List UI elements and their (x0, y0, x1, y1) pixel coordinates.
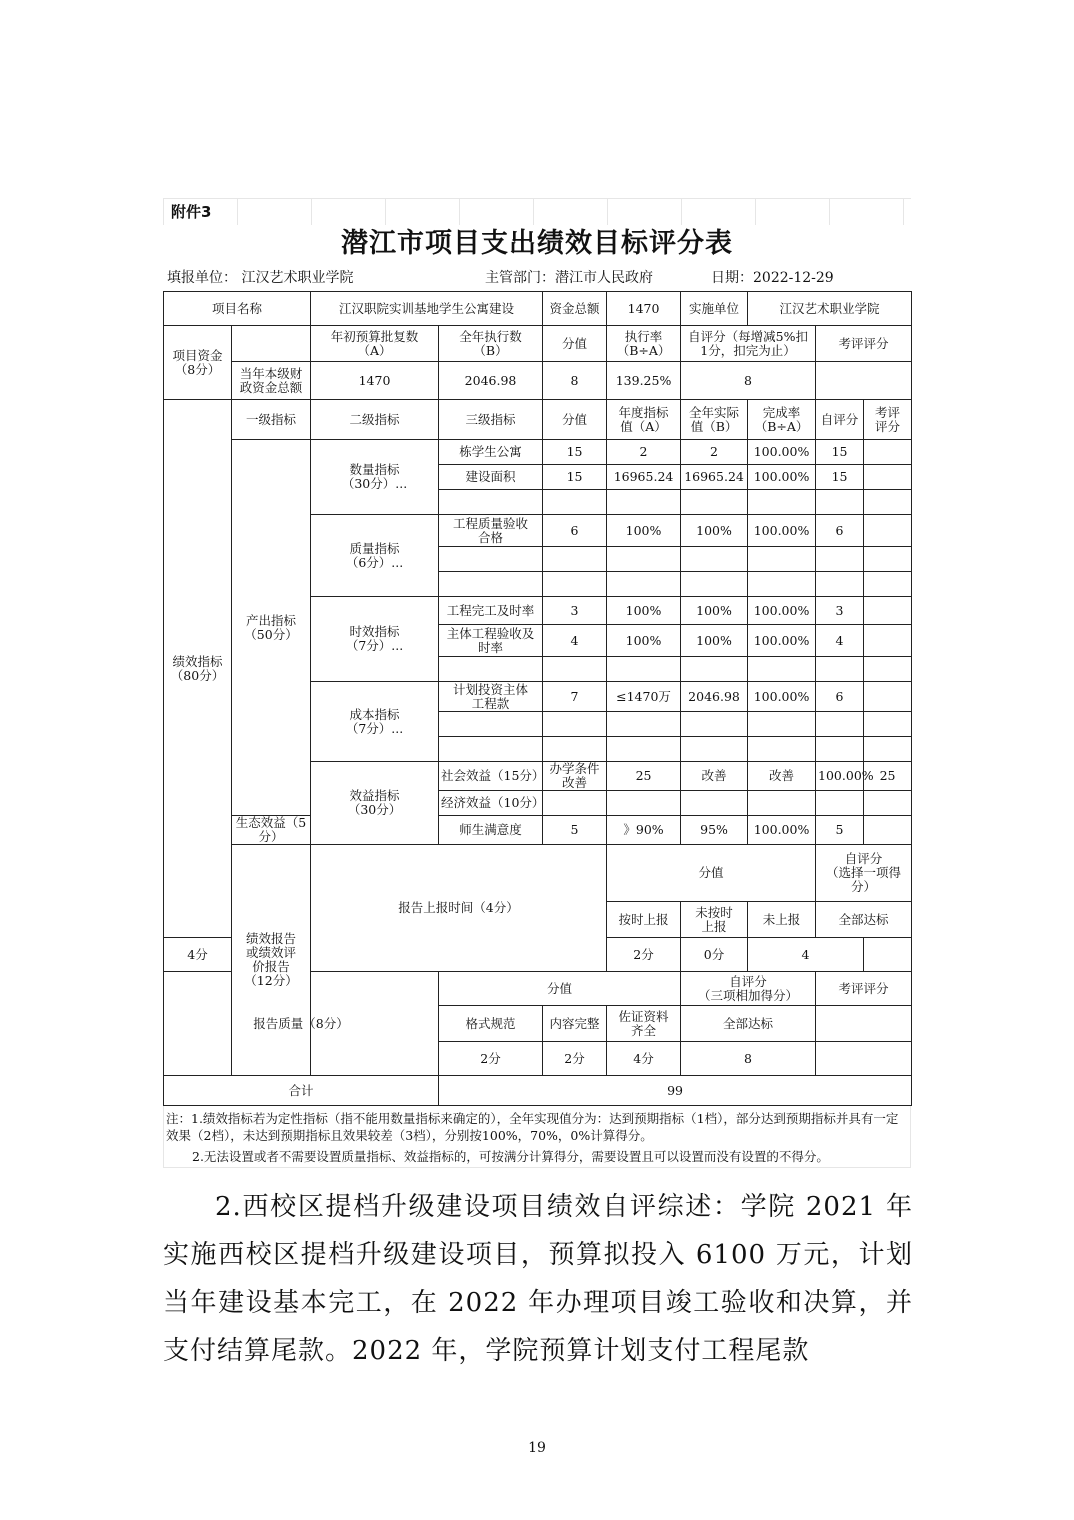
row-actual: 改善 (748, 762, 816, 791)
page-title: 潜江市项目支出绩效目标评分表 (341, 228, 733, 259)
funds-budget: 1470 (311, 362, 439, 400)
funds-eval (816, 362, 912, 400)
row-score: 15 (543, 465, 607, 490)
target-header: 年度指标 值（A） (607, 400, 681, 440)
fill-date: 日期：2022-12-29 (711, 270, 834, 286)
table-row (164, 440, 912, 465)
report-time-self-header: 自评分 （选择一项得分） (816, 845, 912, 902)
row-level3: 办学条件改善 (543, 762, 607, 791)
level1-header: 一级指标 (232, 400, 311, 440)
impl-unit-label: 实施单位 (681, 292, 748, 326)
score-sheet (163, 198, 911, 1168)
row-target: 100% (607, 515, 681, 547)
quality-self-value: 8 (681, 1042, 816, 1076)
self-score-header: 自评分 (816, 400, 864, 440)
output-indicator-label: 产出指标 （50分） (232, 440, 311, 816)
funds-rate: 139.25% (607, 362, 681, 400)
row-self-score: 6 (816, 682, 864, 712)
table-row (164, 816, 912, 845)
row-completion: 100.00% (748, 515, 816, 547)
level3-header: 三级指标 (439, 400, 543, 440)
row-completion: 100.00% (748, 625, 816, 657)
row-actual: 100% (681, 625, 748, 657)
eval-score-header: 考评 评分 (864, 400, 912, 440)
row-completion: 100.00% (816, 762, 864, 791)
impl-unit-value: 江汉艺术职业学院 (748, 292, 912, 326)
row-score: 15 (543, 440, 607, 465)
row-eval-score (864, 465, 912, 490)
row-score: 5 (543, 816, 607, 845)
row-target: 2 (607, 440, 681, 465)
row-actual: 100% (681, 515, 748, 547)
fund-total-value: 1470 (607, 292, 681, 326)
row-target: 16965.24 (607, 465, 681, 490)
row-completion: 100.00% (748, 440, 816, 465)
funds-header-blank (232, 326, 311, 362)
row-score: 6 (543, 515, 607, 547)
row-level3: 计划投资主体 工程款 (439, 682, 543, 712)
quality-value: 4分 (607, 1042, 681, 1076)
row-level3: 栋学生公寓 (439, 440, 543, 465)
row-eval-score (864, 816, 912, 845)
row-completion: 100.00% (748, 816, 816, 845)
fill-unit: 填报单位： 江汉艺术职业学院 (167, 270, 354, 286)
row-score: 7 (543, 682, 607, 712)
row-eval-score (864, 682, 912, 712)
paragraph-text: 2.西校区提档升级建设项目绩效自评综述：学院 2021 年实施西校区提档升级建设项目，预算拟投入 6100 万元，计划当年建设基本完工，在 2022 年办理项目竣工验收和决算，并支付结算尾款。2022 年，学院预算计划支付工程尾款 (163, 1192, 913, 1366)
funds-header-row (164, 326, 912, 362)
social-benefit-label: 社会效益（15分） (439, 762, 543, 791)
row-target: 100% (607, 597, 681, 625)
funds-value-row (164, 362, 912, 400)
timely-indicator-label: 时效指标 （7分）... (311, 597, 439, 682)
row-self-score: 15 (816, 440, 864, 465)
page-number: 19 (528, 1440, 546, 1456)
time-value: 4分 (164, 938, 232, 972)
report-time-header-row (164, 845, 912, 902)
row-level3: 主体工程验收及 时率 (439, 625, 543, 657)
total-value: 99 (439, 1076, 912, 1106)
score-header: 分值 (543, 400, 607, 440)
row-self-score: 4 (816, 625, 864, 657)
row-actual: 16965.24 (681, 465, 748, 490)
funds-eval-header: 考评评分 (816, 326, 912, 362)
report-quality-eval-header: 考评评分 (816, 972, 912, 1006)
row-level3: 建设面积 (439, 465, 543, 490)
completion-header: 完成率 （B÷A） (748, 400, 816, 440)
time-value: 0分 (681, 938, 748, 972)
row-target: 100% (607, 625, 681, 657)
row-target: 》90% (607, 816, 681, 845)
funds-exec: 2046.98 (439, 362, 543, 400)
attachment-label: 附件3 (163, 198, 911, 225)
report-section-label: 绩效报告 或绩效评 价报告 （12分） (232, 845, 311, 1076)
benefit-indicator-label: 效益指标 （30分） (311, 762, 439, 845)
indicators-section-label: 绩效指标 （80分） (164, 400, 232, 938)
note-1: 注：1.绩效指标若为定性指标（指不能用数量指标来确定的），全年实现值分为：达到预期指标（1档），部分达到预期指标并具有一定效果（2档），未达到预期指标且效果较差（3档），分别按100%，70%，0%计算得分。 (166, 1111, 899, 1143)
ecology-benefit-label: 生态效益（5分） (232, 816, 311, 845)
quality-all-label: 全部达标 (681, 1006, 816, 1042)
row-actual: 95% (681, 816, 748, 845)
row-target: ≤1470万 (607, 682, 681, 712)
row-eval-score (864, 515, 912, 547)
row-score: 3 (543, 597, 607, 625)
row-self-score: 5 (816, 816, 864, 845)
funds-score: 8 (543, 362, 607, 400)
total-row (164, 1076, 912, 1106)
row-level3: 师生满意度 (439, 816, 543, 845)
funds-budget-header: 年初预算批复数 （A） (311, 326, 439, 362)
report-time-label: 报告上报时间（4分） (311, 845, 607, 972)
row-self-score: 6 (816, 515, 864, 547)
row-self-score: 15 (816, 465, 864, 490)
time-option: 未按时 上报 (681, 902, 748, 938)
row-self-score: 3 (816, 597, 864, 625)
project-row (164, 292, 912, 326)
row-target: 改善 (681, 762, 748, 791)
row-actual: 2 (681, 440, 748, 465)
actual-header: 全年实际 值（B） (681, 400, 748, 440)
row-self-score: 25 (864, 762, 912, 791)
row-completion: 100.00% (748, 465, 816, 490)
economic-benefit-label: 经济效益（10分） (439, 791, 543, 816)
time-all-label: 全部达标 (816, 902, 912, 938)
time-option: 未上报 (748, 902, 816, 938)
row-eval-score (864, 440, 912, 465)
quality-indicator-label: 质量指标 （6分）... (311, 515, 439, 597)
report-time-score-header: 分值 (607, 845, 816, 902)
quantity-indicator-label: 数量指标 （30分）... (311, 440, 439, 515)
row-completion: 100.00% (748, 682, 816, 712)
note-2: 2.无法设置或者不需要设置质量指标、效益指标的，可按满分计算得分，需要设置且可以设置而没有设置的不得分。 (192, 1149, 829, 1164)
funds-section-label: 项目资金 （8分） (164, 326, 232, 400)
funds-self: 8 (681, 362, 816, 400)
row-completion: 100.00% (748, 597, 816, 625)
funds-self-header: 自评分（每增减5%扣 1分，扣完为止） (681, 326, 816, 362)
quality-option: 佐证资料 齐全 (607, 1006, 681, 1042)
funds-score-header: 分值 (543, 326, 607, 362)
fill-info-row (163, 263, 911, 291)
total-label: 合计 (164, 1076, 439, 1106)
row-actual: 2046.98 (681, 682, 748, 712)
row-actual: 100% (681, 597, 748, 625)
funds-exec-header: 全年执行数 （B） (439, 326, 543, 362)
quality-option: 内容完整 (543, 1006, 607, 1042)
time-self-value: 4 (748, 938, 864, 972)
quality-option: 格式规范 (439, 1006, 543, 1042)
report-quality-score-header: 分值 (439, 972, 681, 1006)
row-level3: 工程质量验收 合格 (439, 515, 543, 547)
funds-row-label: 当年本级财 政资金总额 (232, 362, 311, 400)
row-level3: 工程完工及时率 (439, 597, 543, 625)
quality-value: 2分 (543, 1042, 607, 1076)
fill-dept: 主管部门：潜江市人民政府 (485, 270, 653, 286)
body-paragraph (163, 1183, 913, 1375)
row-score: 25 (607, 762, 681, 791)
project-name-label: 项目名称 (164, 292, 311, 326)
indicators-header-row (164, 400, 912, 440)
project-name-value: 江汉职院实训基地学生公寓建设 (311, 292, 543, 326)
level2-header: 二级指标 (311, 400, 439, 440)
report-quality-label: 报告质量（8分） (164, 972, 439, 1076)
fund-total-label: 资金总额 (543, 292, 607, 326)
row-eval-score (864, 625, 912, 657)
time-option: 按时上报 (607, 902, 681, 938)
time-value: 2分 (607, 938, 681, 972)
row-eval-score (864, 597, 912, 625)
score-table (163, 291, 912, 1106)
quality-value: 2分 (439, 1042, 543, 1076)
table-notes (163, 1106, 911, 1168)
funds-rate-header: 执行率 （B÷A） (607, 326, 681, 362)
row-score: 4 (543, 625, 607, 657)
cost-indicator-label: 成本指标 （7分）... (311, 682, 439, 762)
report-quality-self-header: 自评分 （三项相加得分） (681, 972, 816, 1006)
